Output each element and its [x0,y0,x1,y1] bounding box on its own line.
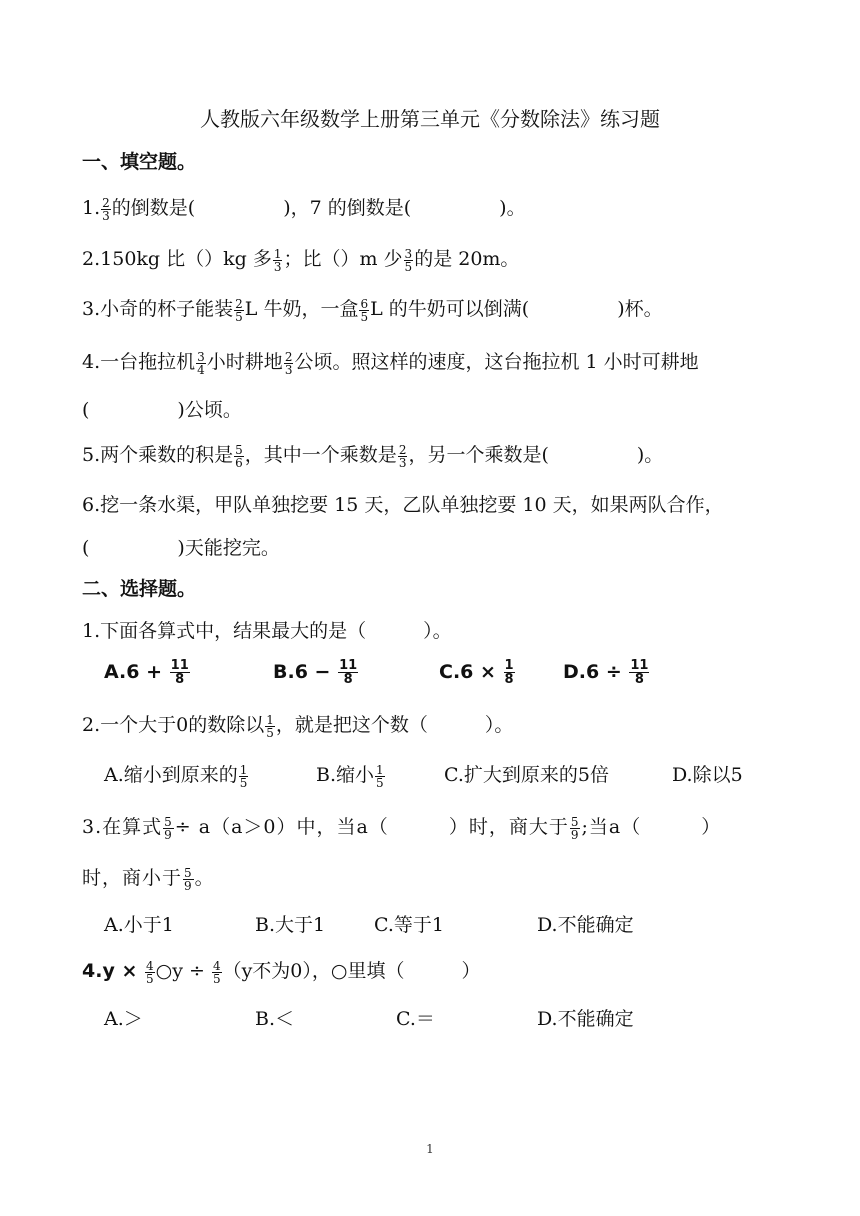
option-c: C.等于1 [374,914,444,936]
fraction: $\frac{2}{3}$ [102,195,110,223]
question-2-3-cont: 时，商小于 $\frac{5}{9}$ 。 [82,865,215,893]
page-number: 1 [426,1142,434,1156]
question-number: 1. [82,197,101,219]
section-heading-fill-blank: 一、填空题。 [82,151,197,173]
section-heading-choice: 二、选择题。 [82,578,197,600]
question-2-3: 3.在算式 $\frac{5}{9}$ ÷ a（a＞0）中，当a（ ）时，商大于 $\frac{5}{9}$ ;当a（ ） [82,814,722,842]
option-d: D.6 ÷ $\frac{11}{8}$ [563,658,649,687]
option-b: B.大于1 [255,914,326,936]
question-1-4-cont: ( )公顷。 [82,399,242,421]
option-c: C.＝ [396,1008,435,1030]
question-1-6-cont: ( )天能挖完。 [82,537,280,559]
option-c: C.扩大到原来的5倍 [444,764,609,786]
option-a: A.6 + $\frac{11}{8}$ [104,658,189,687]
option-b: B.＜ [255,1008,295,1030]
question-1-3: 3.小奇的杯子能装 $\frac{2}{5}$ L 牛奶，一盒 $\frac{6}{5}$ L 的牛奶可以倒满( )杯。 [82,296,663,324]
option-d: D.除以5 [672,764,743,786]
question-2-1: 1.下面各算式中，结果最大的是（ ）。 [82,620,452,642]
option-b: B.缩小 $\frac{1}{5}$ [316,762,384,790]
option-a: A.＞ [104,1008,143,1030]
option-d: D.不能确定 [537,1008,634,1030]
option-a: A.缩小到原来的 $\frac{1}{5}$ [104,762,248,790]
option-b: B.6 − $\frac{11}{8}$ [273,658,358,687]
page-title: 人教版六年级数学上册第三单元《分数除法》练习题 [200,107,660,131]
question-1-6: 6.挖一条水渠，甲队单独挖要 15 天，乙队单独挖要 10 天，如果两队合作， [82,494,724,516]
option-a: A.小于1 [104,914,174,936]
question-1-2: 2.150kg 比（）kg 多 $\frac{1}{3}$ ；比（）m 少 $\frac{3}{5}$ 的是 20m。 [82,246,520,274]
question-1-5: 5.两个乘数的积是 $\frac{5}{6}$ ，其中一个乘数是 $\frac{2}{3}$ ，另一个乘数是( )。 [82,442,664,470]
question-2-4: 4.y × $\frac{4}{5}$ ○y ÷ $\frac{4}{5}$ （y不为0），○里填（ ） [82,958,481,986]
option-c: C.6 × $\frac{1}{8}$ [439,658,514,687]
question-1-4: 4.一台拖拉机 $\frac{3}{4}$ 小时耕地 $\frac{2}{3}$ 公顷。照这样的速度，这台拖拉机 1 小时可耕地 [82,349,699,377]
question-1-1: 1. $\frac{2}{3}$ 的倒数是( )，7 的倒数是( )。 [82,195,526,223]
option-d: D.不能确定 [537,914,634,936]
question-2-2: 2.一个大于0的数除以 $\frac{1}{5}$ ，就是把这个数（ ）。 [82,712,514,740]
